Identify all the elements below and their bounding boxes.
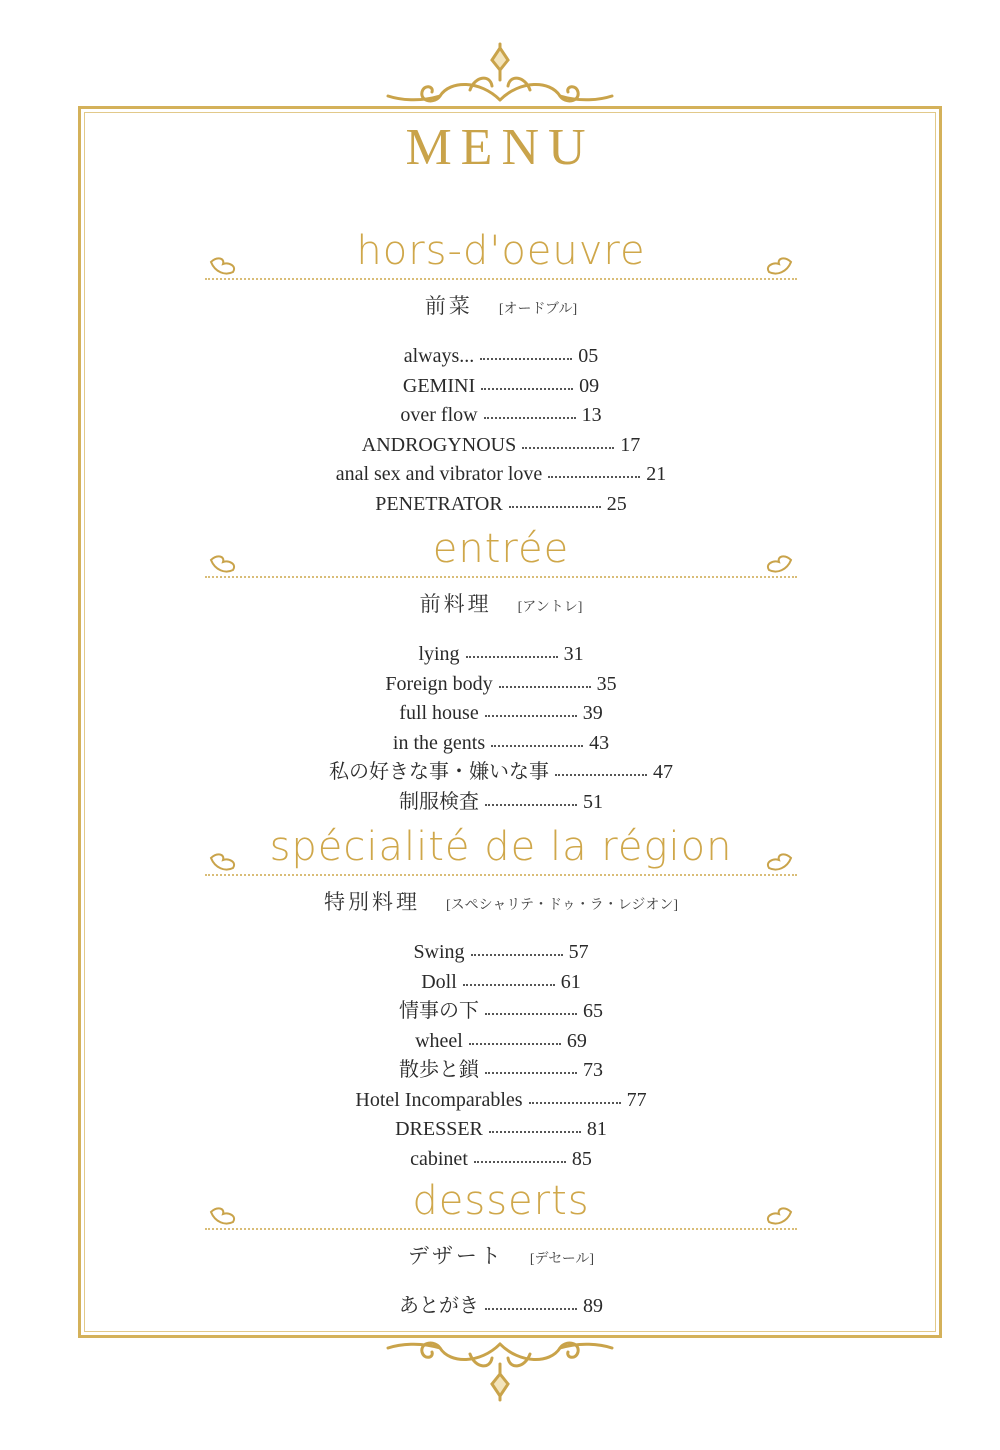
subtitle-reading: [オードブル] bbox=[498, 302, 578, 317]
item-page: 51 bbox=[583, 790, 603, 813]
item-title: lying bbox=[418, 643, 460, 665]
section-heading-row bbox=[205, 216, 797, 280]
dotted-divider bbox=[205, 576, 797, 578]
leader-dots bbox=[480, 358, 572, 360]
menu-item[interactable] bbox=[205, 670, 797, 700]
leader-dots bbox=[484, 417, 576, 419]
subtitle-reading: [スペシャリテ・ドゥ・ラ・レジオン] bbox=[445, 898, 679, 913]
menu-item[interactable] bbox=[205, 342, 797, 372]
menu-item[interactable] bbox=[205, 699, 797, 729]
item-title: 散歩と鎖 bbox=[399, 1059, 479, 1081]
section-heading: hors-d'oeuvre bbox=[356, 228, 646, 274]
leader-dots bbox=[485, 1072, 577, 1074]
leader-dots bbox=[469, 1043, 561, 1045]
item-page: 85 bbox=[571, 1147, 592, 1170]
item-page: 17 bbox=[620, 433, 641, 456]
item-title: Doll bbox=[421, 970, 457, 993]
item-page: 57 bbox=[568, 941, 589, 963]
ornament-top-icon bbox=[380, 40, 620, 110]
item-page: 73 bbox=[583, 1059, 603, 1081]
leader-dots bbox=[471, 954, 563, 956]
menu-item[interactable] bbox=[205, 460, 797, 490]
subtitle-japanese: デザート bbox=[407, 1244, 504, 1268]
section-heading-row bbox=[205, 1166, 797, 1230]
item-title: あとがき bbox=[399, 1295, 479, 1317]
section-heading: entrée bbox=[432, 526, 570, 572]
leader-dots bbox=[481, 388, 573, 390]
leader-dots bbox=[485, 1308, 577, 1310]
menu-item[interactable] bbox=[205, 372, 797, 402]
item-title: DRESSER bbox=[395, 1118, 483, 1140]
item-title: anal sex and vibrator love bbox=[335, 463, 543, 485]
item-title: 私の好きな事・嫌いな事 bbox=[329, 761, 549, 783]
subtitle-japanese: 前菜 bbox=[424, 294, 473, 318]
item-page: 65 bbox=[583, 1000, 603, 1022]
item-page: 47 bbox=[653, 761, 673, 783]
leader-dots bbox=[463, 984, 555, 986]
menu-item[interactable] bbox=[205, 431, 797, 461]
menu-item[interactable] bbox=[205, 1027, 797, 1057]
menu-item[interactable] bbox=[205, 640, 797, 670]
menu-item[interactable] bbox=[205, 968, 797, 998]
dotted-divider bbox=[205, 278, 797, 280]
menu-list bbox=[205, 342, 797, 519]
menu-list bbox=[205, 1292, 797, 1322]
item-title: Hotel Incomparables bbox=[355, 1088, 523, 1111]
leader-dots bbox=[522, 447, 614, 449]
section-specialite-de-la-region bbox=[205, 812, 797, 1174]
item-page: 35 bbox=[596, 672, 617, 695]
item-title: in the gents bbox=[392, 731, 486, 754]
item-title: Foreign body bbox=[385, 672, 493, 695]
item-title: cabinet bbox=[410, 1147, 468, 1170]
leader-dots bbox=[491, 745, 583, 747]
menu-item[interactable] bbox=[205, 401, 797, 431]
subtitle-japanese: 特別料理 bbox=[323, 890, 420, 914]
section-subtitle bbox=[205, 886, 797, 916]
item-title: always... bbox=[403, 345, 475, 367]
item-title: 制服検査 bbox=[399, 790, 479, 813]
page-title: MENU bbox=[405, 119, 595, 176]
section-heading-row bbox=[205, 812, 797, 876]
dotted-divider bbox=[205, 874, 797, 876]
menu-item[interactable] bbox=[205, 1292, 797, 1322]
wing-right-icon bbox=[761, 254, 793, 276]
menu-list bbox=[205, 938, 797, 1174]
section-heading: spécialité de la région bbox=[269, 824, 733, 870]
item-page: 39 bbox=[582, 702, 603, 724]
item-page: 43 bbox=[589, 731, 610, 754]
item-title: over flow bbox=[400, 404, 478, 426]
section-hors-doeuvre bbox=[205, 216, 797, 519]
section-heading-row bbox=[205, 514, 797, 578]
menu-list bbox=[205, 640, 797, 817]
section-subtitle bbox=[205, 588, 797, 618]
menu-item[interactable] bbox=[205, 997, 797, 1027]
item-title: PENETRATOR bbox=[375, 492, 503, 515]
item-page: 09 bbox=[579, 374, 600, 397]
wing-right-icon bbox=[761, 850, 793, 872]
item-title: GEMINI bbox=[402, 374, 476, 397]
leader-dots bbox=[485, 804, 577, 806]
leader-dots bbox=[555, 774, 647, 776]
wing-right-icon bbox=[761, 1204, 793, 1226]
item-title: Swing bbox=[413, 941, 465, 963]
section-subtitle bbox=[205, 1240, 797, 1270]
leader-dots bbox=[485, 1013, 577, 1015]
ornament-bottom-icon bbox=[380, 1334, 620, 1404]
leader-dots bbox=[466, 656, 558, 658]
subtitle-reading: [デセール] bbox=[529, 1252, 595, 1267]
menu-item[interactable] bbox=[205, 729, 797, 759]
item-page: 31 bbox=[563, 643, 584, 665]
menu-item[interactable] bbox=[205, 1056, 797, 1086]
leader-dots bbox=[489, 1131, 581, 1133]
wing-right-icon bbox=[761, 552, 793, 574]
subtitle-japanese: 前料理 bbox=[419, 592, 492, 616]
section-subtitle bbox=[205, 290, 797, 320]
menu-item[interactable] bbox=[205, 938, 797, 968]
leader-dots bbox=[499, 686, 591, 688]
item-title: full house bbox=[399, 702, 479, 724]
item-title: wheel bbox=[415, 1029, 463, 1052]
subtitle-reading: [アントレ] bbox=[517, 600, 583, 615]
item-title: 情事の下 bbox=[399, 1000, 479, 1022]
item-page: 77 bbox=[626, 1088, 647, 1111]
menu-item[interactable] bbox=[205, 1115, 797, 1145]
leader-dots bbox=[485, 715, 577, 717]
section-desserts bbox=[205, 1166, 797, 1322]
leader-dots bbox=[548, 476, 640, 478]
section-entree bbox=[205, 514, 797, 817]
item-page: 05 bbox=[578, 345, 599, 367]
item-page: 21 bbox=[646, 463, 667, 485]
item-page: 25 bbox=[606, 492, 627, 515]
leader-dots bbox=[529, 1102, 621, 1104]
item-title: ANDROGYNOUS bbox=[361, 433, 517, 456]
item-page: 61 bbox=[560, 970, 581, 993]
menu-item[interactable] bbox=[205, 758, 797, 788]
leader-dots bbox=[474, 1161, 566, 1163]
item-page: 13 bbox=[581, 404, 602, 426]
leader-dots bbox=[509, 506, 601, 508]
menu-item[interactable] bbox=[205, 1086, 797, 1116]
item-page: 69 bbox=[566, 1029, 587, 1052]
section-heading: desserts bbox=[412, 1178, 590, 1224]
item-page: 81 bbox=[586, 1118, 607, 1140]
dotted-divider bbox=[205, 1228, 797, 1230]
item-page: 89 bbox=[583, 1295, 603, 1317]
